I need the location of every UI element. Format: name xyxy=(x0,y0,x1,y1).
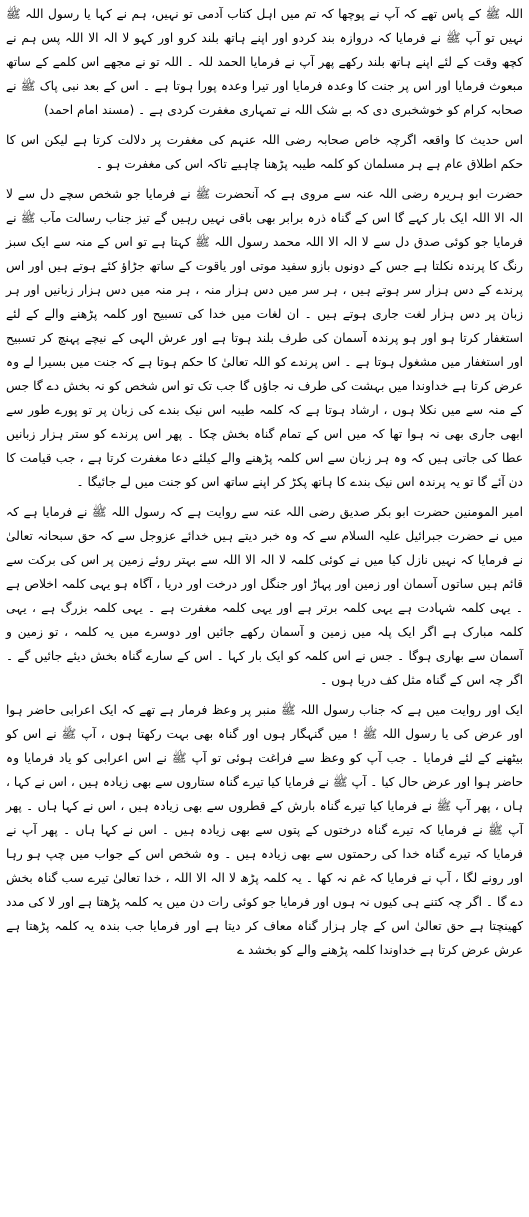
paragraph-abu-hurairah-hadith: حضرت ابو ہریرہ رضی اللہ عنہ سے مروی ہے کہ آنحضرت ﷺ نے فرمایا جو شخص سچے دل سے لا الہ الا اللہ ایک بار کہے گا اس کے گناہ ذرہ برابر بھی باقی نہیں رہیں گے تیز جناب رسالت مآب ﷺ نے فرمایا جو کوئی صدق دل سے لا الہ الا اللہ محمد رسول اللہ ﷺ کہتا ہے تو اس کے منہ سے ایک سبز رنگ کا پرندہ نکلتا ہے جس کے دونوں بازو سفید موتی اور یاقوت کے ساتھ جڑاؤ کئے ہوتے ہیں اور اس پرندے کے دس ہزار سر ہوتے ہیں ، ہر سر میں دس ہزار منہ ، ہر منہ میں دس ہزار زبانیں اور ہر زبان پر دس ہزار لغت جاری ہوتے ہیں ۔ ان لغات میں خدا کی تسبیح اور کلمہ پڑھنے والے کے لئے استغفار کرتا ہو اور ہو پرندہ آسمان کی طرف بلند ہوتا ہے اور عرش الہی کے نیچے پہنچ کر تسبیح اور استغفار میں مشغول ہوتا ہے ۔ اس پرندے کو اللہ تعالیٰ کا حکم ہوتا ہے کہ جنت میں بسیرا لے وہ عرض کرتا ہے خداوندا میں بہشت کی طرف نہ جاؤں گا جب تک تو اس شخص کو نہ بخش دے گا جس کے منہ سے میں نکلا ہوں ، ارشاد ہوتا ہے کہ کلمہ طیبہ اس نیک بندے کی زبان پر تو پورے طور سے ابھی جاری بھی نہ ہوا تھا کہ میں اس کے تمام گناہ بخش چکا ۔ پھر اس پرندے کو ستر ہزار زبانیں عطا کی جاتی ہیں کہ وہ ہر زبان سے اس کلمہ پڑھنے والے کیلئے دعا مغفرت کرتا ہے ، جب قیامت کا دن آئے گا تو یہ پرندہ اس نیک بندے کا ہاتھ پکڑ کر اپنے ساتھ اس کو جنت میں لے جائیگا ۔ xyxy=(6,187,523,489)
paragraph-hadith-opening: اللہ ﷺ کے پاس تھے کہ آپ نے پوچھا کہ تم میں اہل کتاب آدمی تو نہیں، ہم نے کہا یا رسول اللہ ﷺ نہیں تو آپ ﷺ نے فرمایا کہ دروازہ بند کردو اور اپنے ہاتھ بلند کرو اور کہو لا الہ الا اللہ پس ہم نے کچھ وقت کے لئے اپنے ہاتھ بلند رکھے پھر آپ نے فرمایا الحمد للہ ۔ اللہ تو نے مجھے اس کلمے کے ساتھ مبعوث فرمایا اور اس پر جنت کا وعدہ فرمایا اور تیرا وعدہ پورا ہوتا ہے ۔ اس کے بعد نبی پاک ﷺ نے صحابہ کرام کو خوشخبری دی کہ بے شک اللہ نے تمہاری مغفرت کردی ہے ۔ (مسند امام احمد) xyxy=(6,7,523,117)
paragraph-commentary: اس حدیث کا واقعہ اگرچہ خاص صحابہ رضی اللہ عنہم کی مغفرت پر دلالت کرتا ہے لیکن اس کا حکم اطلاق عام ہے ہر مسلمان کو کلمہ طیبہ پڑھنا چاہیے تاکہ اس کی مغفرت ہو ۔ xyxy=(6,133,523,171)
paragraph-bedouin-hadith: ایک اور روایت میں ہے کہ جناب رسول اللہ ﷺ منبر پر وعظ فرمار ہے تھے کہ ایک اعرابی حاضر ہوا اور عرض کی یا رسول اللہ ﷺ ! میں گنہگار ہوں اور گناہ بھی بہت رکھتا ہوں ، آپ ﷺ نے اس کو بیٹھنے کے لئے فرمایا ۔ جب آپ کو وعظ سے فراغت ہوئی تو آپ ﷺ نے اس اعرابی کو یاد فرمایا وہ حاضر ہوا اور عرض حال کیا ۔ آپ ﷺ نے فرمایا کیا تیرے گناہ ستاروں سے بھی زیادہ ہیں ، اس نے کہا ، ہاں ، پھر آپ ﷺ نے فرمایا کیا تیرے گناہ بارش کے قطروں سے بھی زیادہ ہیں ، اس نے کہا ہاں ۔ پھر آپ ﷺ نے فرمایا کہ تیرے گناہ درختوں کے پتوں سے بھی زیادہ ہیں ۔ اس نے کہا ہاں ۔ پھر آپ نے فرمایا کہ تیرے گناہ خدا کی رحمتوں سے بھی زیادہ ہیں ۔ وہ شخص اس کے جواب میں چپ ہو رہا اور رونے لگا ، آپ نے فرمایا کہ غم نہ کھا ۔ یہ کلمہ پڑھ لا الہ الا اللہ ، خدا تعالیٰ تیرے سب گناہ بخش دے گا ۔ اگر چہ کتنے ہی کیوں نہ ہوں اور فرمایا جو کوئی رات دن میں یہ کلمہ پڑھتا ہے اور لا کی مدد کھینچتا ہے حق تعالیٰ اس کے چار ہزار گناہ معاف کر دیتا ہے اور فرمایا جب بندہ یہ کلمہ پڑھتا ہے عرش عرض کرتا ہے خداوندا کلمہ پڑھنے والے کو بخشد ے xyxy=(6,703,523,957)
paragraph-abu-bakr-hadith: امیر المومنین حضرت ابو بکر صدیق رضی اللہ عنہ سے روایت ہے کہ رسول اللہ ﷺ نے فرمایا ہے کہ میں نے حضرت جبرائیل علیہ السلام سے کہ وہ خبر دیتے ہیں خدائے عزوجل سے کہ حق سبحانہ تعالیٰ نے فرمایا کہ نہیں نازل کیا میں نے کوئی کلمہ لا الہ الا اللہ سے بہتر روئے زمین پر اس کی برکت سے قائم ہیں ساتوں آسمان اور زمین اور پہاڑ اور جنگل اور درخت اور دریا ، آگاہ ہو یہی کلمہ اخلاص ہے ۔ یہی کلمہ شہادت ہے یہی کلمہ برتر ہے اور یہی کلمہ مغفرت ہے ۔ یہی کلمہ بزرگ ہے ، یہی کلمہ مبارک ہے اگر ایک پلہ میں زمین و آسمان رکھے جائیں اور دوسرے میں یہ کلمہ ، تو زمین و آسمان سے بھاری ہوگا ۔ جس نے اس کلمہ کو ایک بار کہا ۔ اس کے سارے گناہ بخش دیئے جائیں گے ۔ اگر چہ اس کے گناہ مثل کف دریا ہوں ۔ xyxy=(6,505,523,687)
